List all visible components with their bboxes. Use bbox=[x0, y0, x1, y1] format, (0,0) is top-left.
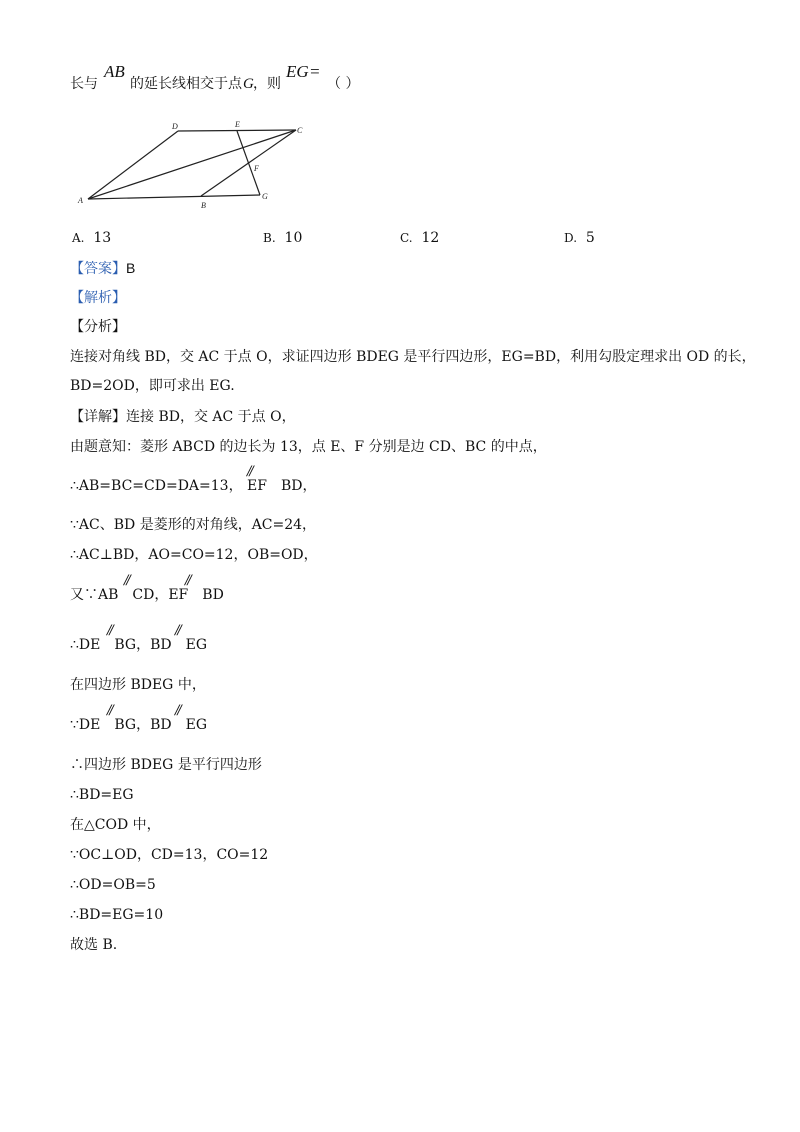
label-a: A bbox=[78, 196, 83, 205]
detail-step-9: ∴BD=EG bbox=[70, 787, 134, 803]
parallel-mark: // bbox=[185, 573, 190, 588]
option-b: B. 10 bbox=[263, 230, 303, 246]
math-eg: EG bbox=[286, 62, 309, 81]
label-b: B bbox=[201, 201, 206, 210]
math-ab: AB bbox=[104, 62, 125, 81]
detail-step-12: ∴OD=OB=5 bbox=[70, 877, 156, 893]
label-c: C bbox=[297, 126, 303, 135]
analysis-tag: 【解析】 bbox=[70, 290, 126, 306]
side-dc bbox=[178, 130, 296, 131]
side-ab-extended bbox=[88, 195, 260, 199]
question-text-2: 的延长线相交于点 bbox=[130, 76, 242, 92]
detail-step-13: ∴BD=EG=10 bbox=[70, 907, 164, 923]
math-eq: = bbox=[309, 62, 321, 81]
detail-step-5: ∴DE BG，BD EG bbox=[70, 637, 208, 653]
side-ad bbox=[88, 131, 178, 199]
fenxi-line-1: 连接对角线 BD，交 AC 于点 O，求证四边形 BDEG 是平行四边形，EG=BD，利用勾股定理求出 OD 的长， bbox=[70, 349, 756, 365]
answer-line bbox=[70, 259, 135, 278]
detail-line-intro: 【详解】连接 BD，交 AC 于点 O， bbox=[70, 409, 296, 425]
detail-step-6: 在四边形 BDEG 中， bbox=[70, 677, 206, 693]
label-g: G bbox=[262, 192, 268, 201]
detail-step-3: ∴AC⊥BD，AO=CO=12，OB=OD， bbox=[70, 547, 318, 563]
option-d: D. 5 bbox=[564, 230, 595, 246]
question-text-1: 长与 bbox=[70, 76, 98, 92]
detail-step-2: ∵AC、BD 是菱形的对角线，AC=24， bbox=[70, 517, 317, 533]
detail-step-4: 又∵AB CD，EF BD bbox=[70, 587, 224, 603]
math-g: G bbox=[243, 76, 254, 92]
option-c: C. 12 bbox=[400, 230, 440, 246]
label-f: F bbox=[254, 164, 259, 173]
detail-tag: 【详解】 bbox=[70, 409, 126, 425]
parallel-mark: // bbox=[124, 573, 129, 588]
diagonal-ac bbox=[88, 130, 296, 199]
label-d: D bbox=[172, 122, 178, 131]
fenxi-tag: 【分析】 bbox=[70, 319, 126, 335]
detail-step-10: 在△COD 中， bbox=[70, 817, 161, 833]
answer-tag: 【答案】 bbox=[70, 261, 126, 277]
detail-step-11: ∵OC⊥OD，CD=13，CO=12 bbox=[70, 847, 269, 863]
fenxi-line-2: BD=2OD，即可求出 EG. bbox=[70, 378, 235, 394]
detail-step-7: ∵DE BG，BD EG bbox=[70, 717, 208, 733]
segment-eg bbox=[237, 131, 260, 195]
rhombus-figure bbox=[70, 115, 303, 215]
detail-step-8: ∴四边形 BDEG 是平行四边形 bbox=[70, 757, 262, 773]
parallel-mark: // bbox=[107, 623, 112, 638]
label-e: E bbox=[235, 120, 240, 129]
parallel-mark: // bbox=[107, 703, 112, 718]
detail-step-1: ∴AB=BC=CD=DA=13， EF BD， bbox=[70, 478, 317, 494]
parallel-mark: // bbox=[175, 703, 180, 718]
answer-paren: （ ） bbox=[327, 76, 360, 92]
detail-step-14: 故选 B. bbox=[70, 937, 118, 953]
parallel-mark: // bbox=[175, 623, 180, 638]
question-text-3: ，则 bbox=[253, 76, 281, 92]
answer-value: B bbox=[126, 260, 136, 276]
parallel-mark: // bbox=[247, 464, 252, 479]
option-a: A. 13 bbox=[72, 230, 112, 246]
detail-given: 由题意知：菱形 ABCD 的边长为 13，点 E、F 分别是边 CD、BC 的中点， bbox=[70, 439, 547, 455]
